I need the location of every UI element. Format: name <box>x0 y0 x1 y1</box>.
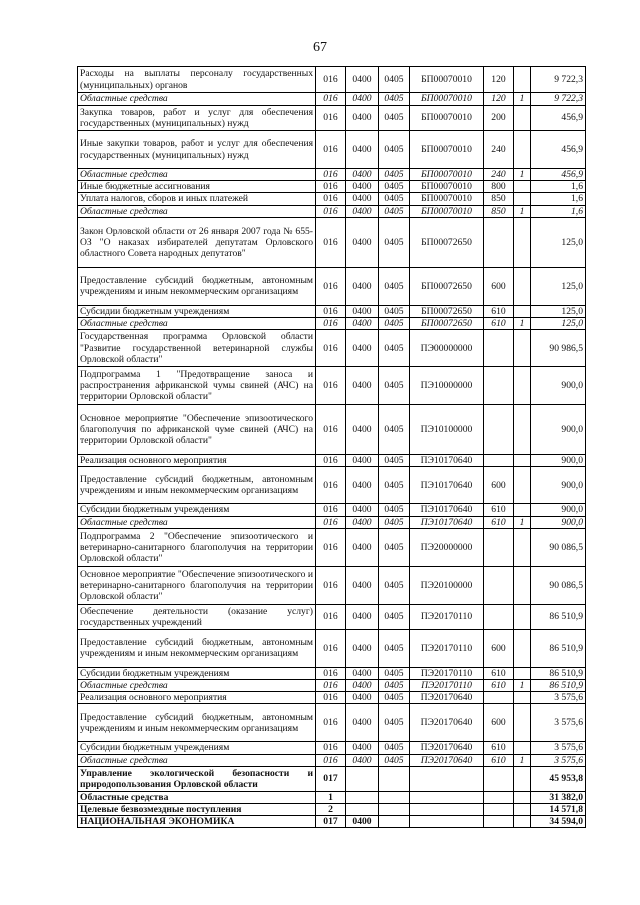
row-name-cell: Подпрограмма 1 "Предотвращение заноса и распространения африканской чумы свиней (АЧС) на территории Орловской области" <box>78 367 316 405</box>
target-article-cell <box>410 816 484 828</box>
subsection-code-cell: 0405 <box>379 367 410 405</box>
expense-type-cell: 610 <box>484 516 514 528</box>
expense-type-cell <box>484 405 514 455</box>
funding-source-cell <box>514 405 531 455</box>
table-row <box>78 504 586 516</box>
amount-cell: 1,6 <box>531 193 586 205</box>
section-code-cell: 0400 <box>346 217 379 267</box>
expense-type-cell: 120 <box>484 67 514 93</box>
funding-source-cell: 1 <box>514 754 531 766</box>
target-article-cell: ПЭ20170640 <box>410 742 484 754</box>
section-code-cell: 0400 <box>346 504 379 516</box>
ministry-code-cell: 016 <box>316 629 346 667</box>
ministry-code-cell: 016 <box>316 692 346 704</box>
ministry-code-cell: 016 <box>316 305 346 317</box>
target-article-cell <box>410 791 484 803</box>
subsection-code-cell: 0405 <box>379 504 410 516</box>
amount-cell: 31 382,0 <box>531 791 586 803</box>
funding-source-cell <box>514 367 531 405</box>
section-code-cell: 0400 <box>346 516 379 528</box>
expense-type-cell: 600 <box>484 467 514 504</box>
row-name-cell: Целевые безвозмездные поступления <box>78 804 316 816</box>
amount-cell: 900,0 <box>531 455 586 467</box>
target-article-cell: ПЭ20170640 <box>410 692 484 704</box>
section-code-cell: 0400 <box>346 205 379 217</box>
funding-source-cell <box>514 791 531 803</box>
amount-cell: 125,0 <box>531 305 586 317</box>
table-row <box>78 455 586 467</box>
ministry-code-cell: 016 <box>316 528 346 566</box>
section-code-cell: 0400 <box>346 367 379 405</box>
row-name-cell: Основное мероприятие "Обеспечение эпизоотического благополучия по африканской чуме свиней (АЧС) на территории Орловской области" <box>78 405 316 455</box>
table-row <box>78 692 586 704</box>
subsection-code-cell: 0405 <box>379 629 410 667</box>
section-code-cell: 0400 <box>346 169 379 181</box>
table-row <box>78 67 586 93</box>
expense-type-cell: 600 <box>484 704 514 742</box>
amount-cell: 90 986,5 <box>531 330 586 367</box>
expense-type-cell <box>484 816 514 828</box>
section-code-cell: 0400 <box>346 667 379 679</box>
table-row <box>78 516 586 528</box>
table-row <box>78 205 586 217</box>
table-row <box>78 791 586 803</box>
section-code-cell: 0400 <box>346 131 379 169</box>
amount-cell: 900,0 <box>531 405 586 455</box>
subsection-code-cell: 0405 <box>379 516 410 528</box>
subsection-code-cell: 0405 <box>379 305 410 317</box>
section-code-cell: 0400 <box>346 742 379 754</box>
table-row <box>78 405 586 455</box>
subsection-code-cell: 0405 <box>379 67 410 93</box>
amount-cell: 456,9 <box>531 131 586 169</box>
subsection-code-cell <box>379 766 410 791</box>
target-article-cell: БП00070010 <box>410 131 484 169</box>
amount-cell: 9 722,3 <box>531 67 586 93</box>
amount-cell: 86 510,9 <box>531 667 586 679</box>
expense-type-cell: 610 <box>484 667 514 679</box>
amount-cell: 900,0 <box>531 516 586 528</box>
expense-type-cell <box>484 455 514 467</box>
section-code-cell: 0400 <box>346 692 379 704</box>
expense-type-cell: 600 <box>484 267 514 305</box>
row-name-cell: Реализация основного мероприятия <box>78 455 316 467</box>
ministry-code-cell: 016 <box>316 680 346 692</box>
table-row <box>78 318 586 330</box>
section-code-cell: 0400 <box>346 528 379 566</box>
target-article-cell <box>410 804 484 816</box>
ministry-code-cell: 016 <box>316 604 346 629</box>
section-code-cell: 0400 <box>346 754 379 766</box>
table-row <box>78 804 586 816</box>
funding-source-cell: 1 <box>514 205 531 217</box>
expense-type-cell <box>484 367 514 405</box>
funding-source-cell <box>514 305 531 317</box>
amount-cell: 1,6 <box>531 205 586 217</box>
funding-source-cell: 1 <box>514 680 531 692</box>
ministry-code-cell: 016 <box>316 193 346 205</box>
row-name-cell: Государственная программа Орловской области "Развитие государственной ветеринарной службы Орловской области" <box>78 330 316 367</box>
section-code-cell: 0400 <box>346 318 379 330</box>
table-row <box>78 667 586 679</box>
table-row <box>78 169 586 181</box>
target-article-cell: БП00070010 <box>410 67 484 93</box>
target-article-cell: ПЭ10170640 <box>410 467 484 504</box>
amount-cell: 900,0 <box>531 367 586 405</box>
funding-source-cell <box>514 267 531 305</box>
row-name-cell: Субсидии бюджетным учреждениям <box>78 305 316 317</box>
table-row <box>78 766 586 791</box>
table-row <box>78 93 586 106</box>
ministry-code-cell: 1 <box>316 791 346 803</box>
ministry-code-cell: 016 <box>316 318 346 330</box>
target-article-cell: БП00070010 <box>410 181 484 193</box>
row-name-cell: Иные бюджетные ассигнования <box>78 181 316 193</box>
expense-type-cell <box>484 217 514 267</box>
row-name-cell: Подпрограмма 2 "Обеспечение эпизоотического и ветеринарно-санитарного благополучия на территории Орловской области" <box>78 528 316 566</box>
subsection-code-cell: 0405 <box>379 692 410 704</box>
ministry-code-cell: 016 <box>316 106 346 131</box>
subsection-code-cell: 0405 <box>379 467 410 504</box>
target-article-cell: БП00070010 <box>410 205 484 217</box>
section-code-cell: 0400 <box>346 193 379 205</box>
funding-source-cell <box>514 566 531 604</box>
target-article-cell: ПЭ20170640 <box>410 754 484 766</box>
amount-cell: 9 722,3 <box>531 93 586 106</box>
funding-source-cell <box>514 742 531 754</box>
funding-source-cell <box>514 667 531 679</box>
funding-source-cell: 1 <box>514 93 531 106</box>
subsection-code-cell: 0405 <box>379 528 410 566</box>
table-row <box>78 467 586 504</box>
row-name-cell: Закупка товаров, работ и услуг для обеспечения государственных (муниципальных) нужд <box>78 106 316 131</box>
section-code-cell <box>346 791 379 803</box>
expense-type-cell <box>484 604 514 629</box>
expense-type-cell <box>484 791 514 803</box>
funding-source-cell <box>514 330 531 367</box>
ministry-code-cell: 016 <box>316 504 346 516</box>
table-row <box>78 528 586 566</box>
row-name-cell: Субсидии бюджетным учреждениям <box>78 667 316 679</box>
row-name-cell: Субсидии бюджетным учреждениям <box>78 742 316 754</box>
target-article-cell: ПЭ20170110 <box>410 680 484 692</box>
row-name-cell: Областные средства <box>78 754 316 766</box>
target-article-cell: ПЭ20170110 <box>410 667 484 679</box>
section-code-cell: 0400 <box>346 604 379 629</box>
amount-cell: 86 510,9 <box>531 680 586 692</box>
ministry-code-cell: 017 <box>316 816 346 828</box>
expense-type-cell <box>484 804 514 816</box>
target-article-cell: ПЭ10170640 <box>410 455 484 467</box>
row-name-cell: Предоставление субсидий бюджетным, автономным учреждениям и иным некоммерческим организациям <box>78 629 316 667</box>
row-name-cell: Основное мероприятие "Обеспечение эпизоотического и ветеринарно-санитарного благополучия на территории Орловской области" <box>78 566 316 604</box>
expense-type-cell <box>484 566 514 604</box>
expense-type-cell: 610 <box>484 742 514 754</box>
ministry-code-cell: 016 <box>316 330 346 367</box>
row-name-cell: Предоставление субсидий бюджетным, автономным учреждениям и иным некоммерческим организациям <box>78 704 316 742</box>
table-row <box>78 604 586 629</box>
subsection-code-cell: 0405 <box>379 181 410 193</box>
subsection-code-cell: 0405 <box>379 193 410 205</box>
expense-type-cell: 120 <box>484 93 514 106</box>
expense-type-cell: 610 <box>484 504 514 516</box>
ministry-code-cell: 016 <box>316 742 346 754</box>
table-row <box>78 217 586 267</box>
funding-source-cell <box>514 629 531 667</box>
ministry-code-cell: 016 <box>316 405 346 455</box>
amount-cell: 456,9 <box>531 169 586 181</box>
amount-cell: 125,0 <box>531 267 586 305</box>
table-row <box>78 131 586 169</box>
row-name-cell: Областные средства <box>78 680 316 692</box>
target-article-cell: БП00070010 <box>410 106 484 131</box>
funding-source-cell: 1 <box>514 169 531 181</box>
section-code-cell: 0400 <box>346 566 379 604</box>
target-article-cell: БП00072650 <box>410 217 484 267</box>
ministry-code-cell: 2 <box>316 804 346 816</box>
amount-cell: 900,0 <box>531 467 586 504</box>
section-code-cell: 0400 <box>346 704 379 742</box>
subsection-code-cell: 0405 <box>379 93 410 106</box>
funding-source-cell <box>514 816 531 828</box>
subsection-code-cell: 0405 <box>379 169 410 181</box>
page-number: 67 <box>313 40 327 55</box>
expense-type-cell: 610 <box>484 318 514 330</box>
ministry-code-cell: 016 <box>316 181 346 193</box>
target-article-cell: БП00072650 <box>410 267 484 305</box>
target-article-cell: ПЭ10170640 <box>410 516 484 528</box>
table-row <box>78 629 586 667</box>
subsection-code-cell: 0405 <box>379 742 410 754</box>
target-article-cell: БП00070010 <box>410 93 484 106</box>
section-code-cell: 0400 <box>346 405 379 455</box>
section-code-cell: 0400 <box>346 629 379 667</box>
ministry-code-cell: 016 <box>316 267 346 305</box>
section-code-cell: 0400 <box>346 67 379 93</box>
expense-type-cell: 200 <box>484 106 514 131</box>
expense-type-cell: 600 <box>484 629 514 667</box>
subsection-code-cell: 0405 <box>379 566 410 604</box>
subsection-code-cell: 0405 <box>379 754 410 766</box>
funding-source-cell <box>514 604 531 629</box>
expense-type-cell: 610 <box>484 680 514 692</box>
row-name-cell: Областные средства <box>78 516 316 528</box>
section-code-cell <box>346 804 379 816</box>
ministry-code-cell: 016 <box>316 455 346 467</box>
expense-type-cell: 610 <box>484 754 514 766</box>
funding-source-cell <box>514 528 531 566</box>
table-row <box>78 305 586 317</box>
expense-type-cell: 240 <box>484 131 514 169</box>
expense-type-cell <box>484 330 514 367</box>
subsection-code-cell <box>379 816 410 828</box>
amount-cell: 1,6 <box>531 181 586 193</box>
table-row <box>78 181 586 193</box>
funding-source-cell <box>514 504 531 516</box>
amount-cell: 45 953,8 <box>531 766 586 791</box>
ministry-code-cell: 016 <box>316 93 346 106</box>
funding-source-cell: 1 <box>514 516 531 528</box>
subsection-code-cell: 0405 <box>379 455 410 467</box>
expense-type-cell: 850 <box>484 193 514 205</box>
ministry-code-cell: 016 <box>316 67 346 93</box>
target-article-cell: ПЭ20170110 <box>410 604 484 629</box>
target-article-cell: БП00072650 <box>410 305 484 317</box>
row-name-cell: Закон Орловской области от 26 января 2007 года № 655-ОЗ "О наказах избирателей депутатам Орловского областного Совета народных депутатов" <box>78 217 316 267</box>
subsection-code-cell: 0405 <box>379 405 410 455</box>
amount-cell: 90 086,5 <box>531 528 586 566</box>
ministry-code-cell: 016 <box>316 205 346 217</box>
row-name-cell: Областные средства <box>78 791 316 803</box>
row-name-cell: НАЦИОНАЛЬНАЯ ЭКОНОМИКА <box>78 816 316 828</box>
table-row <box>78 193 586 205</box>
target-article-cell: БП00070010 <box>410 193 484 205</box>
amount-cell: 3 575,6 <box>531 692 586 704</box>
ministry-code-cell: 016 <box>316 169 346 181</box>
amount-cell: 34 594,0 <box>531 816 586 828</box>
section-code-cell <box>346 766 379 791</box>
funding-source-cell <box>514 106 531 131</box>
subsection-code-cell <box>379 804 410 816</box>
table-row <box>78 267 586 305</box>
target-article-cell <box>410 766 484 791</box>
amount-cell: 125,0 <box>531 217 586 267</box>
table-row <box>78 330 586 367</box>
ministry-code-cell: 016 <box>316 566 346 604</box>
funding-source-cell <box>514 193 531 205</box>
table-row <box>78 367 586 405</box>
table-row <box>78 566 586 604</box>
section-code-cell: 0400 <box>346 181 379 193</box>
table-row <box>78 816 586 828</box>
subsection-code-cell: 0405 <box>379 217 410 267</box>
row-name-cell: Областные средства <box>78 93 316 106</box>
table-row <box>78 680 586 692</box>
expense-type-cell <box>484 528 514 566</box>
subsection-code-cell: 0405 <box>379 330 410 367</box>
subsection-code-cell: 0405 <box>379 704 410 742</box>
row-name-cell: Областные средства <box>78 205 316 217</box>
target-article-cell: ПЭ20170110 <box>410 629 484 667</box>
expense-type-cell: 850 <box>484 205 514 217</box>
subsection-code-cell: 0405 <box>379 106 410 131</box>
amount-cell: 3 575,6 <box>531 742 586 754</box>
row-name-cell: Областные средства <box>78 169 316 181</box>
amount-cell: 3 575,6 <box>531 754 586 766</box>
section-code-cell: 0400 <box>346 93 379 106</box>
amount-cell: 900,0 <box>531 504 586 516</box>
budget-table <box>77 66 586 828</box>
amount-cell: 456,9 <box>531 106 586 131</box>
expense-type-cell: 610 <box>484 305 514 317</box>
table-row <box>78 106 586 131</box>
section-code-cell: 0400 <box>346 267 379 305</box>
expense-type-cell <box>484 692 514 704</box>
ministry-code-cell: 016 <box>316 704 346 742</box>
row-name-cell: Уплата налогов, сборов и иных платежей <box>78 193 316 205</box>
subsection-code-cell: 0405 <box>379 680 410 692</box>
amount-cell: 86 510,9 <box>531 629 586 667</box>
funding-source-cell <box>514 467 531 504</box>
row-name-cell: Областные средства <box>78 318 316 330</box>
section-code-cell: 0400 <box>346 106 379 131</box>
funding-source-cell <box>514 181 531 193</box>
target-article-cell: БП00072650 <box>410 318 484 330</box>
target-article-cell: ПЭ10170640 <box>410 504 484 516</box>
row-name-cell: Расходы на выплаты персоналу государственных (муниципальных) органов <box>78 67 316 93</box>
row-name-cell: Предоставление субсидий бюджетным, автономным учреждениям и иным некоммерческим организациям <box>78 467 316 504</box>
subsection-code-cell: 0405 <box>379 667 410 679</box>
funding-source-cell <box>514 692 531 704</box>
subsection-code-cell: 0405 <box>379 604 410 629</box>
ministry-code-cell: 016 <box>316 217 346 267</box>
row-name-cell: Предоставление субсидий бюджетным, автономным учреждениям и иным некоммерческим организациям <box>78 267 316 305</box>
amount-cell: 90 086,5 <box>531 566 586 604</box>
row-name-cell: Субсидии бюджетным учреждениям <box>78 504 316 516</box>
expense-type-cell: 800 <box>484 181 514 193</box>
section-code-cell: 0400 <box>346 455 379 467</box>
amount-cell: 3 575,6 <box>531 704 586 742</box>
table-row <box>78 704 586 742</box>
target-article-cell: ПЭ20000000 <box>410 528 484 566</box>
amount-cell: 86 510,9 <box>531 604 586 629</box>
target-article-cell: ПЭ10000000 <box>410 367 484 405</box>
ministry-code-cell: 016 <box>316 516 346 528</box>
amount-cell: 125,0 <box>531 318 586 330</box>
table-row <box>78 754 586 766</box>
section-code-cell: 0400 <box>346 330 379 367</box>
funding-source-cell <box>514 704 531 742</box>
ministry-code-cell: 016 <box>316 467 346 504</box>
section-code-cell: 0400 <box>346 680 379 692</box>
table-row <box>78 742 586 754</box>
amount-cell: 14 571,8 <box>531 804 586 816</box>
ministry-code-cell: 016 <box>316 754 346 766</box>
funding-source-cell <box>514 67 531 93</box>
section-code-cell: 0400 <box>346 467 379 504</box>
funding-source-cell <box>514 131 531 169</box>
subsection-code-cell: 0405 <box>379 205 410 217</box>
funding-source-cell <box>514 217 531 267</box>
target-article-cell: ПЭ20100000 <box>410 566 484 604</box>
row-name-cell: Реализация основного мероприятия <box>78 692 316 704</box>
subsection-code-cell: 0405 <box>379 131 410 169</box>
ministry-code-cell: 017 <box>316 766 346 791</box>
funding-source-cell <box>514 455 531 467</box>
target-article-cell: ПЭ10100000 <box>410 405 484 455</box>
section-code-cell: 0400 <box>346 816 379 828</box>
subsection-code-cell: 0405 <box>379 267 410 305</box>
row-name-cell: Иные закупки товаров, работ и услуг для обеспечения государственных (муниципальных) нужд <box>78 131 316 169</box>
expense-type-cell: 240 <box>484 169 514 181</box>
ministry-code-cell: 016 <box>316 367 346 405</box>
ministry-code-cell: 016 <box>316 131 346 169</box>
section-code-cell: 0400 <box>346 305 379 317</box>
funding-source-cell: 1 <box>514 318 531 330</box>
row-name-cell: Обеспечение деятельности (оказание услуг) государственных учреждений <box>78 604 316 629</box>
target-article-cell: БП00070010 <box>410 169 484 181</box>
target-article-cell: ПЭ20170640 <box>410 704 484 742</box>
expense-type-cell <box>484 766 514 791</box>
row-name-cell: Управление экологической безопасности и природопользования Орловской области <box>78 766 316 791</box>
target-article-cell: ПЭ00000000 <box>410 330 484 367</box>
ministry-code-cell: 016 <box>316 667 346 679</box>
subsection-code-cell: 0405 <box>379 318 410 330</box>
subsection-code-cell <box>379 791 410 803</box>
funding-source-cell <box>514 804 531 816</box>
funding-source-cell <box>514 766 531 791</box>
